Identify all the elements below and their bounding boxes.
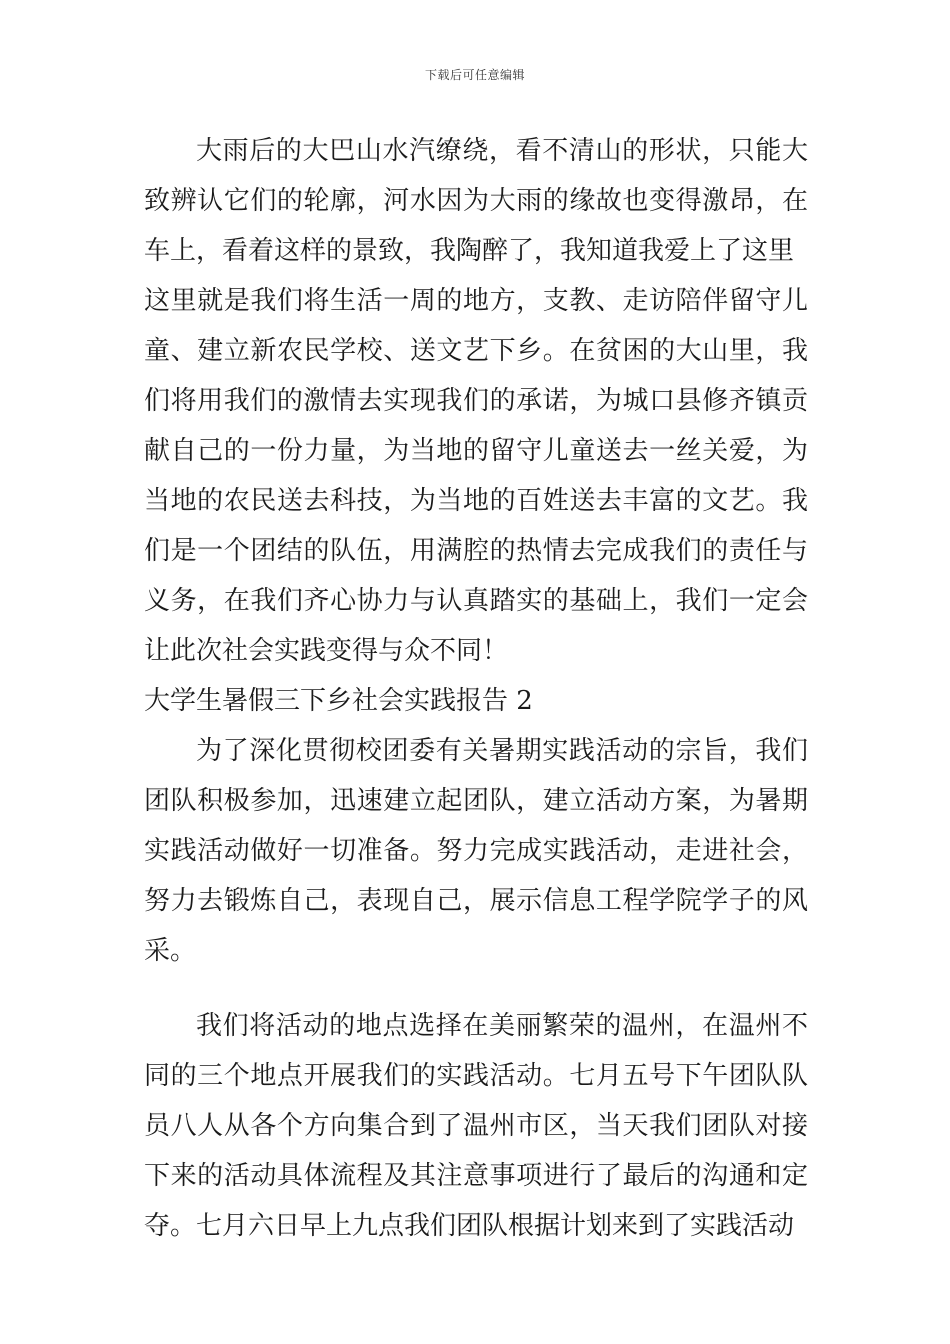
page-header-note: 下载后可任意编辑 bbox=[424, 68, 525, 82]
paragraph-wenzhou: 我们将活动的地点选择在美丽繁荣的温州，在温州不同的三个地点开展我们的实践活动。七月五号下午团队队员八人从各个方向集合到了温州市区，当天我们团队对接下来的活动具体流程及其注意事项进行了最后的沟通和定夺。七月六日早上九点我们团队根据计划来到了实践活动 bbox=[144, 1011, 808, 1241]
paragraph-rain-scenery: 大雨后的大巴山水汽缭绕，看不清山的形状，只能大致辨认它们的轮廓，河水因为大雨的缘故也变得激昂，在车上，看着这样的景致，我陶醉了，我知道我爱上了这里 bbox=[144, 136, 808, 266]
paragraph-purpose: 为了深化贯彻校团委有关暑期实践活动的宗旨，我们团队积极参加，迅速建立起团队，建立活动方案，为暑期实践活动做好一切准备。努力完成实践活动，走进社会，努力去锻炼自己，表现自己，展示信息工程学院学子的风采。 bbox=[144, 736, 808, 966]
report-heading: 大学生暑假三下乡社会实践报告 2 bbox=[144, 686, 533, 716]
document-body bbox=[144, 126, 808, 1251]
paragraph-activities: 这里就是我们将生活一周的地方，支教、走访陪伴留守儿童、建立新农民学校、送文艺下乡。在贫困的大山里，我们将用我们的激情去实现我们的承诺，为城口县修齐镇贡献自己的一份力量，为当地的留守儿童送去一丝关爱，为当地的农民送去科技，为当地的百姓送去丰富的文艺。我们是一个团结的队伍，用满腔的热情去完成我们的责任与义务，在我们齐心协力与认真踏实的基础上，我们一定会让此次社会实践变得与众不同！ bbox=[144, 286, 808, 666]
